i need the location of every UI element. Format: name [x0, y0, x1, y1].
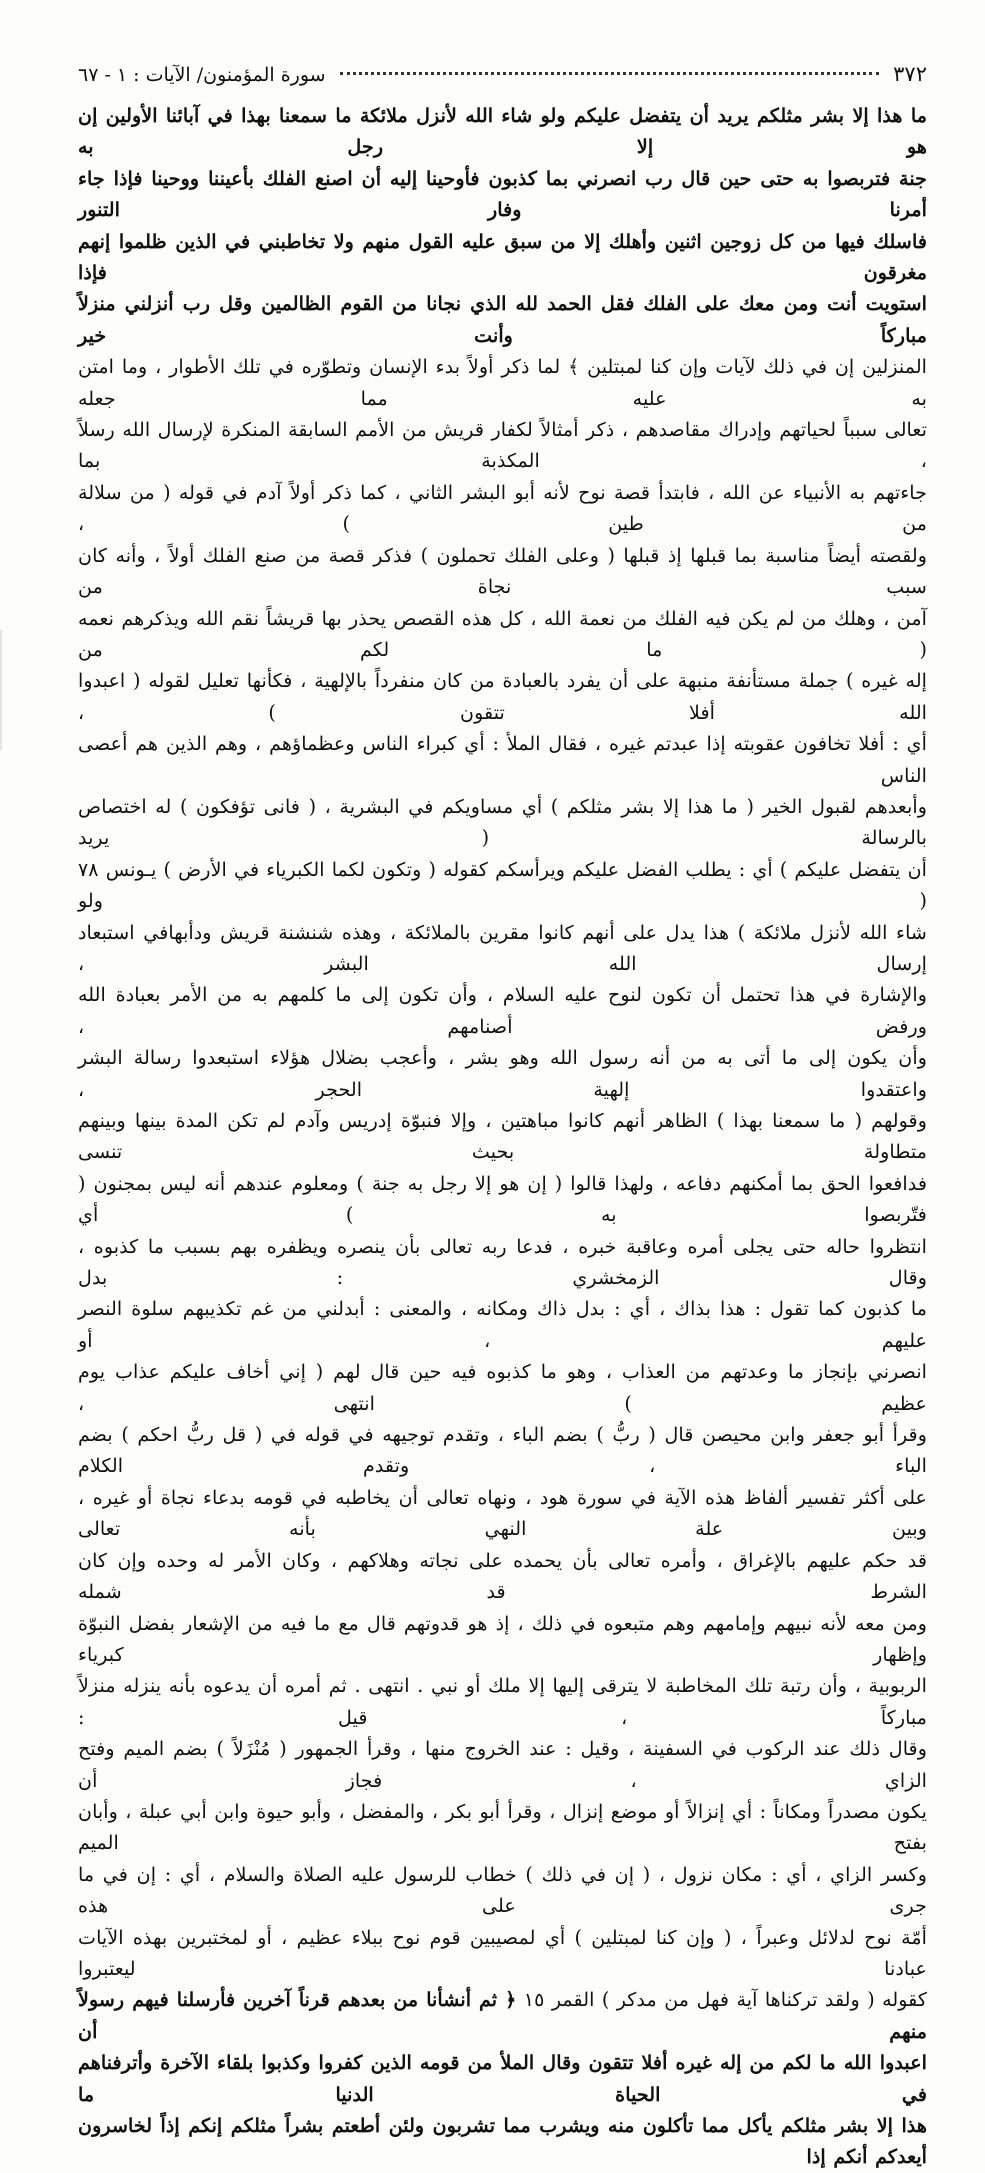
text-line: ولقصته أيضاً مناسبة بما قبلها إذ قبلها ( وعلى الفلك تحملون ) فذكر قصة من صنع الفلك أولاً ، وأنه كان سبب نجاة من — [78, 543, 927, 599]
text-line: آمن ، وهلك من لم يكن فيه الفلك من نعمة الله ، كل هذه القصص يحذر بها قريشاً نقم الله ويذكرهم نعمه ( ما لكم من — [78, 606, 927, 661]
text-line: وقولهم ( ما سمعنا بهذا ) الظاهر أنهم كانوا مباهتين ، وإلا فنبوّة إدريس وآدم لم تكن المدة بينها وبينهم متطاولة بحيث تنسى — [78, 1109, 927, 1164]
text-line: قد حكم عليهم بالإغراق ، وأمره تعالى بأن يحمده على نجاته وهلاكهم ، وكان الأمر له وحده وإن كان الشرط قد شمله — [78, 1548, 927, 1604]
text-line: انصرني بإنجاز ما وعدتهم من العذاب ، وهو ما كذبوه فيه حين قال لهم ( إني أخاف عليكم عذاب يوم عظيم ) انتهى ، — [78, 1360, 927, 1415]
text-line: يكون مصدراً ومكاناً : أي إنزالاً أو موضع إنزال ، وقرأ أبو بكر ، والمفضل ، وأبو حيوة وابن أبي عبلة ، وأبان بفتح الميم — [78, 1799, 927, 1855]
text-line: انتظروا حاله حتى يجلى أمره وعاقبة خبره ، فدعا ربه تعالى بأن ينصره ويظفره بهم بسبب ما كذبوه ، وقال الزمخشري : بدل — [78, 1234, 927, 1290]
text-line: ما كذبون كما تقول : هذا بذاك ، أي : بدل ذاك ومكانه ، والمعنى : أبدلني من غم تكذيبهم سلوة النصر عليهم ، أو — [78, 1297, 927, 1352]
text-line: والإشارة في هذا تحتمل أن تكون لنوح عليه السلام ، وأن تكون إلى ما كلمهم به من الأمر بعبادة الله ورفض أصنامهم ، — [78, 983, 927, 1038]
text-line: وأبعدهم لقبول الخير ( ما هذا إلا بشر مثلكم ) أي مساويكم في البشرية ، ( فانى تؤفكون ) له اختصاص بالرسالة ( يريد — [78, 794, 927, 850]
text-line: إله غيره ) جملة مستأنفة منبهة على أن يفرد بالعبادة من كان منفرداً بالإلهية ، فكأنها تعليل لقوله ( اعبدوا الله أفلا تتقون ) ، — [78, 669, 927, 724]
text-line: هذا إلا بشر مثلكم يأكل مما تأكلون منه ويشرب مما تشربون ولئن أطعتم بشراً مثلكم إنكم إذاً لخاسرون أيعدكم أنكم إذا — [78, 2114, 927, 2169]
page-number: ٣٧٢ — [893, 62, 927, 86]
text-line: جاءتهم به الأنبياء عن الله ، فابتدأ قصة نوح لأنه أبو البشر الثاني ، كما ذكر أولاً آدم في قوله ( من سلالة من طين ) ، — [78, 480, 927, 536]
text-line: أمّة نوح لدلائل وعبراً ، ( وإن كنا لمبتلين ) أي لمصيبين قوم نوح ببلاء عظيم ، أو لمختبرين بهذه الآيات عبادنا ليعتبروا — [78, 1925, 927, 1980]
verse-text: ﴿ ثم أنشأنا من بعدهم قرناً آخرين فأرسلنا فيهم رسولاً منهم أن — [78, 1988, 927, 2043]
commentary-body — [78, 100, 927, 2173]
text-line: وقرأ أبو جعفر وابن محيصن قال ( ربُّ ) بضم الباء ، وتقدم توجيهه في قوله في ( قل ربُّ احكم ) بضم الباء ، وتقدم الكلام — [78, 1423, 927, 1478]
text-line: أي : أفلا تخافون عقوبته إذا عبدتم غيره ، فقال الملأ : أي كبراء الناس وعظماؤهم ، وهم الذين هم أعصى الناس — [78, 732, 927, 787]
text-line: وقال ذلك عند الركوب في السفينة ، وقيل : عند الخروج منها ، وقرأ الجمهور ( مُنْزَلاً ) بضم الميم وفتح الزاي ، فجاز أن — [78, 1737, 927, 1792]
text-line: أن يتفضل عليكم ) أي : يطلب الفضل عليكم ويرأسكم كقوله ( وتكون لكما الكبرياء في الأرض ) يـونس ٧٨ ( ولو — [78, 857, 927, 913]
text-line: شاء الله لأنزل ملائكة ) هذا يدل على أنهم كانوا مقرين بالملائكة ، وهذه شنشنة قريش ودأبهافي استبعاد إرسال الله البشر ، — [78, 920, 927, 975]
text-line: وكسر الزاي ، أي : مكان نزول ، ( إن في ذلك ) خطاب للرسول عليه الصلاة والسلام ، أي : إن في ما جرى على هذه — [78, 1862, 927, 1918]
text-line — [78, 1984, 927, 2047]
text-line: فاسلك فيها من كل زوجين اثنين وأهلك إلا من سبق عليه القول منهم ولا تخاطبني في الذين ظلموا إنهم مغرقون فإذا — [78, 229, 927, 285]
text-line: جنة فتربصوا به حتى حين قال رب انصرني بما كذبون فأوحينا إليه أن اصنع الفلك بأعيننا ووحينا فإذا جاء أمرنا وفار التنور — [78, 166, 927, 222]
text-line: وأن يكون إلى ما أتى به من أنه رسول الله وهو بشر ، وأعجب بضلال هؤلاء استبعدوا رسالة البشر واعتقدوا إلهية الحجر ، — [78, 1046, 927, 1101]
text-line: على أكثر تفسير ألفاظ هذه الآية في سورة هود ، ونهاه تعالى أن يخاطبه في قومه بدعاء نجاة أو غيره ، وبين علة النهي بأنه تعالى — [78, 1485, 927, 1541]
text-line: المنزلين إن في ذلك لآيات وإن كنا لمبتلين ﴾ لما ذكر أولاً بدء الإنسان وتطوّره في تلك الأطوار ، وما امتن به عليه مما جعله — [78, 355, 927, 410]
running-title: سورة المؤمنون/ الآيات : ١ - ٦٧ — [78, 64, 326, 86]
text-line: ما هذا إلا بشر مثلكم يريد أن يتفضل عليكم ولو شاء الله لأنزل ملائكة ما سمعنا بهذا في آبائنا الأولين إن هو إلا رجل به — [78, 104, 927, 159]
text-line: اعبدوا الله ما لكم من إله غيره أفلا تتقون وقال الملأ من قومه الذين كفروا وكذبوا بلقاء الآخرة وأترفناهم في الحياة الدنيا ما — [78, 2051, 927, 2106]
text-line: تعالى سبباً لحياتهم وإدراك مقاصدهم ، ذكر أمثالاً لكفار قريش من الأمم السابقة المنكرة لإرسال الله رسلاً ، المكذبة بما — [78, 418, 927, 473]
page-header — [78, 62, 927, 86]
text-line: ومن معه لأنه نبيهم وإمامهم وهم متبعوه في ذلك ، إذ هو قدوتهم قال مع ما فيه من الإشعار بفضل النبوّة وإظهار كبرياء — [78, 1611, 927, 1666]
commentary-text: كقوله ( ولقد تركناها آية فهل من مدكر ) القمر ١٥ — [516, 1988, 927, 2012]
page-margin-shadow — [0, 630, 2, 750]
text-line: فدافعوا الحق بما أمكنهم دفاعه ، ولهذا قالوا ( إن هو إلا رجل به جنة ) ومعلوم عندهم أنه ليس بمجنون ( فتّربصوا به ) أي — [78, 1171, 927, 1227]
text-line: الربوبية ، وأن رتبة تلك المخاطبة لا يترقى إليها إلا ملك أو نبي . انتهى . ثم أمره أن يدعوه بأنه ينزله منزلاً مباركاً ، قيل : — [78, 1674, 927, 1729]
text-line: استويت أنت ومن معك على الفلك فقل الحمد لله الذي نجانا من القوم الظالمين وقل رب أنزلني منزلاً مباركاً وأنت خير — [78, 292, 927, 347]
header-divider-dots — [340, 72, 880, 75]
